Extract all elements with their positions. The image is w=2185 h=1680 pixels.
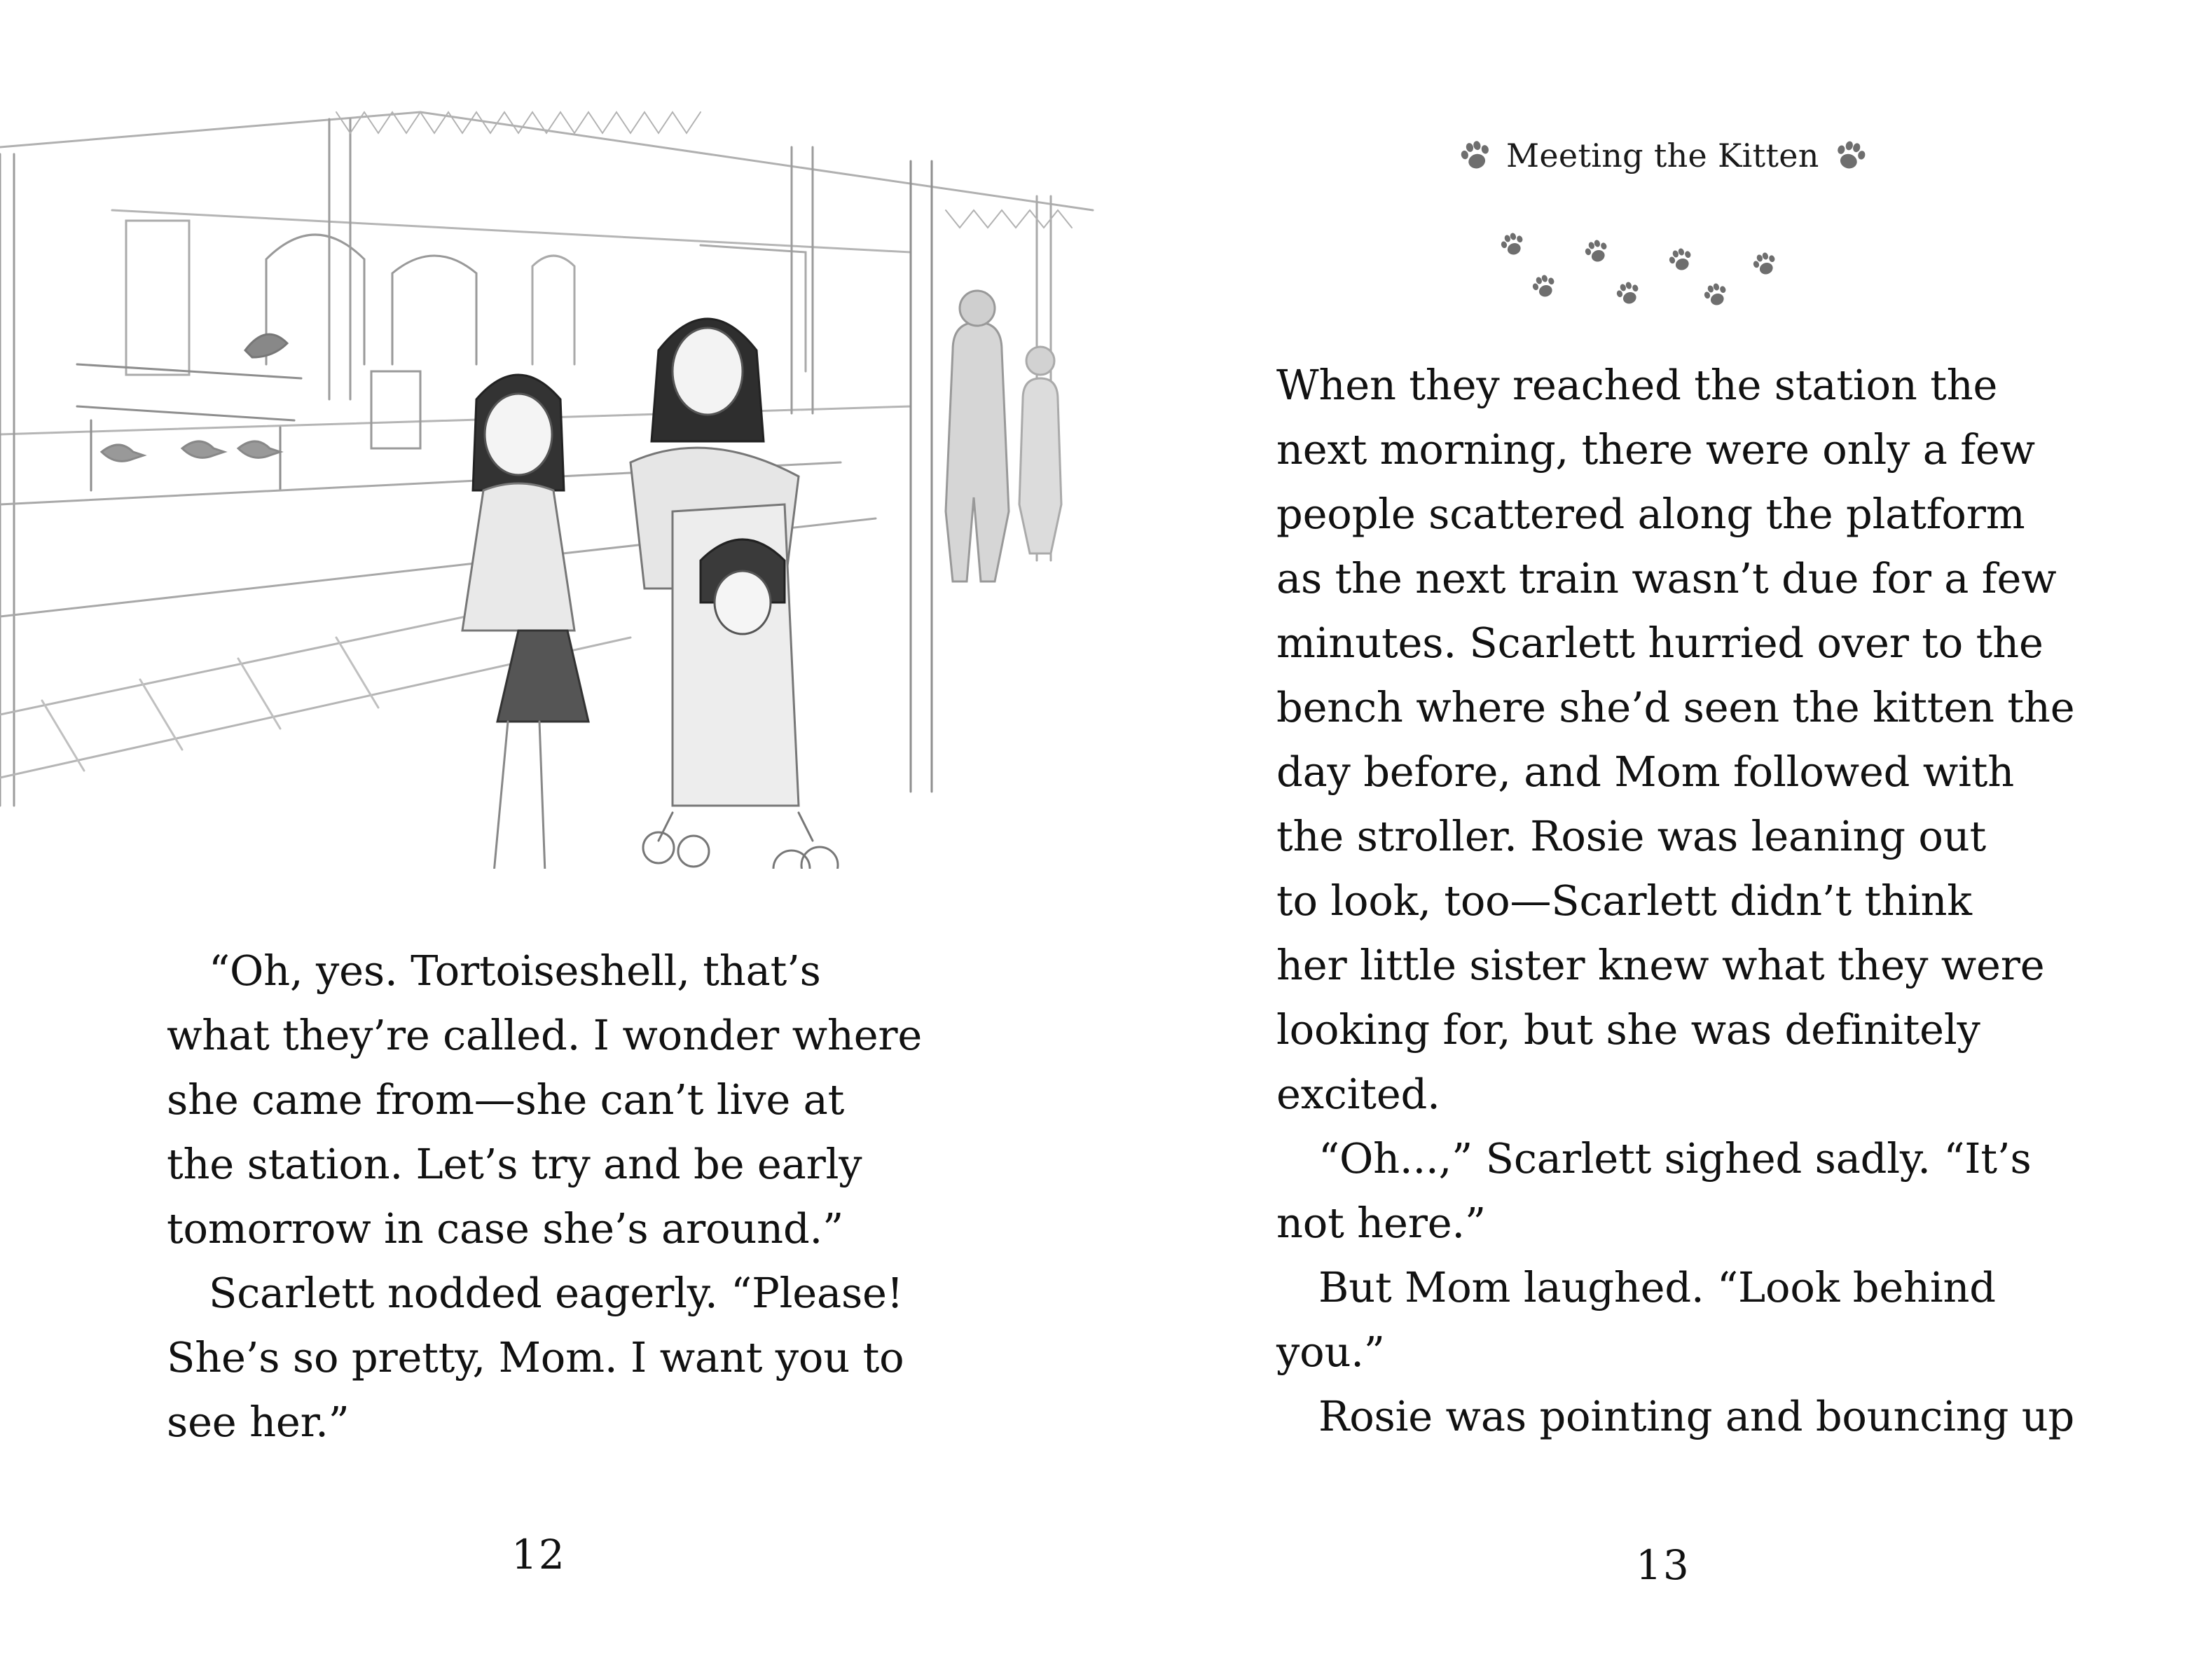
text-line: She’s so pretty, Mom. I want you to [167, 1333, 904, 1382]
text-line: “Oh...,” Scarlett sighed sadly. “It’s [1318, 1134, 2032, 1183]
paw-print-icon [1664, 243, 1698, 277]
text-line: minutes. Scarlett hurried over to the [1276, 619, 2043, 667]
text-line: see her.” [167, 1398, 350, 1446]
text-line: Scarlett nodded eagerly. “Please! [209, 1269, 904, 1317]
paw-print-icon [1580, 235, 1614, 269]
paw-print-icon [1611, 277, 1646, 311]
station-platform-illustration [0, 70, 1121, 869]
text-line: When they reached the station the [1276, 361, 1998, 409]
text-line: as the next train wasn’t due for a few [1276, 554, 2057, 603]
text-line: what they’re called. I wonder where [167, 1011, 923, 1059]
text-line: excited. [1276, 1070, 1440, 1118]
text-line: looking for, but she was definitely [1276, 1005, 1980, 1054]
chapter-title: Meeting the Kitten [1506, 137, 1819, 174]
paw-print-icon [1699, 278, 1733, 312]
page-number: 13 [1636, 1541, 1690, 1589]
text-line: she came from—she can’t live at [167, 1075, 845, 1124]
page-number: 12 [511, 1531, 566, 1578]
paw-print-icon [1527, 270, 1562, 304]
right-page [1093, 0, 2185, 1680]
text-line: not here.” [1276, 1199, 1486, 1247]
paw-print-icon [1496, 228, 1530, 262]
text-line: But Mom laughed. “Look behind [1318, 1263, 1996, 1311]
right-page-body-text [1276, 353, 2074, 1449]
paw-print-icon [1828, 135, 1872, 177]
paw-print-trail [1499, 231, 1793, 312]
text-line: day before, and Mom followed with [1276, 748, 2015, 796]
paw-print-icon [1454, 135, 1498, 177]
text-line: tomorrow in case she’s around.” [167, 1204, 844, 1253]
paw-print-icon [1748, 247, 1782, 282]
left-page-body-text [167, 939, 922, 1454]
running-header [1457, 137, 1868, 174]
text-line: the station. Let’s try and be early [167, 1140, 862, 1188]
text-line: people scattered along the platform [1276, 490, 2025, 538]
text-line: Rosie was pointing and bouncing up [1318, 1392, 2075, 1440]
text-line: you.” [1276, 1328, 1385, 1376]
text-line: her little sister knew what they were [1276, 941, 2045, 989]
text-line: “Oh, yes. Tortoiseshell, that’s [209, 946, 821, 995]
text-line: the stroller. Rosie was leaning out [1276, 812, 1987, 860]
text-line: next morning, there were only a few [1276, 425, 2035, 474]
text-line: to look, too—Scarlett didn’t think [1276, 876, 1972, 925]
text-line: bench where she’d seen the kitten the [1276, 683, 2075, 731]
